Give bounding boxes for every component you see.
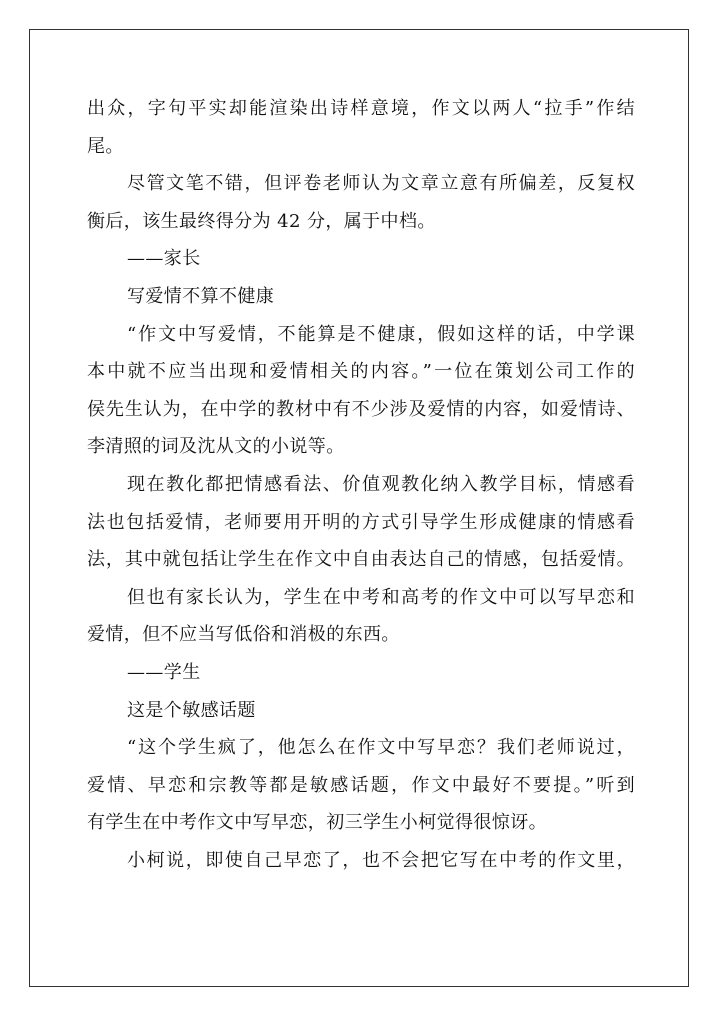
text-line: 这是个敏感话题	[127, 699, 256, 721]
text-line: 本中就不应当出现和爱情相关的内容。”一位在策划公司工作的	[87, 361, 635, 383]
text-line: “作文中写爱情，不能算是不健康，假如这样的话，中学课	[127, 323, 635, 345]
text-line: 法也包括爱情，老师要用开明的方式引导学生形成健康的情感看	[87, 511, 635, 533]
text-line: “这个学生疯了，他怎么在作文中写早恋？我们老师说过，	[127, 737, 635, 759]
text-line: 尾。	[87, 135, 124, 157]
text-line: 爱情、早恋和宗教等都是敏感话题，作文中最好不要提。”听到	[87, 774, 635, 796]
text-line: 现在教化都把情感看法、价值观教化纳入教学目标，情感看	[127, 473, 635, 495]
text-line: 法，其中就包括让学生在作文中自由表达自己的情感，包括爱情。	[87, 549, 635, 571]
text-line: 侯先生认为，在中学的教材中有不少涉及爱情的内容，如爱情诗、	[87, 398, 635, 420]
text-line: 李清照的词及沈从文的小说等。	[87, 436, 345, 458]
text-line: 写爱情不算不健康	[127, 285, 275, 307]
text-line: ——家长	[127, 248, 201, 270]
text-line: 但也有家长认为，学生在中考和高考的作文中可以写早恋和	[127, 586, 635, 608]
text-line: 出众，字句平实却能渲染出诗样意境，作文以两人“拉手”作结	[87, 98, 635, 119]
text-line: 小柯说，即使自己早恋了，也不会把它写在中考的作文里，	[127, 849, 635, 871]
text-line: 衡后，该生最终得分为 42 分，属于中档。	[87, 210, 436, 232]
text-line: 尽管文笔不错，但评卷老师认为文章立意有所偏差，反复权	[127, 173, 635, 195]
text-line: 有学生在中考作文中写早恋，初三学生小柯觉得很惊讶。	[87, 812, 547, 834]
text-line: ——学生	[127, 661, 201, 683]
text-line: 爱情，但不应当写低俗和消极的东西。	[87, 624, 400, 646]
document-body	[87, 90, 635, 879]
